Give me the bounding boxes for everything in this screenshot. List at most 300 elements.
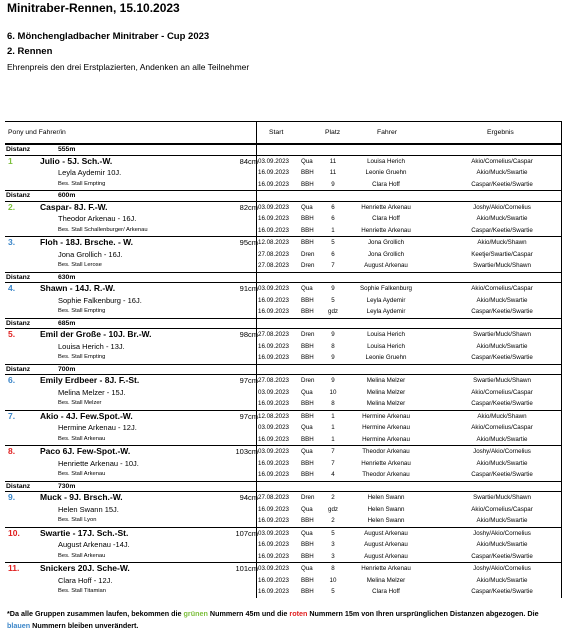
distance-row: [5, 318, 562, 330]
distance-value: 685m: [58, 319, 76, 327]
col-result: Ergebnis: [487, 129, 514, 136]
start-place: 9: [331, 285, 335, 292]
start-result: Caspar/Keetie/Swartie: [471, 400, 533, 407]
start-location: Qua: [301, 448, 313, 455]
race-table: [5, 121, 562, 598]
horse-name: Snickers 20J. Sche-W.: [40, 563, 130, 573]
distance-value: 700m: [58, 365, 76, 373]
start-driver: August Arkenau: [364, 262, 408, 269]
start-date: 03.09.2023: [258, 565, 289, 572]
owner-name: Bes. Stall Arkenau: [58, 435, 106, 442]
start-driver: Melina Melzer: [366, 576, 406, 584]
start-result: Akio/Muck/Swartie: [476, 459, 528, 467]
horse-entry: [5, 492, 562, 527]
start-place: 3: [331, 541, 335, 548]
start-location: Qua: [301, 388, 313, 396]
start-result: Akio/Muck/Shawn: [477, 239, 527, 246]
start-place: 7: [331, 262, 335, 269]
table-row: [5, 528, 562, 540]
start-place: 6: [331, 250, 335, 258]
horse-name: Muck - 9J. Brsch.-W.: [40, 492, 123, 502]
distance-row: [5, 364, 562, 376]
distance-label: Distanz: [6, 273, 31, 281]
start-date: 16.09.2023: [258, 505, 289, 513]
horse-entry: [5, 283, 562, 318]
start-driver: Henriette Arkenau: [361, 203, 411, 211]
table-row: [5, 575, 562, 587]
col-pony: Pony und Fahrer/in: [8, 129, 66, 136]
start-place: 11: [329, 157, 337, 165]
table-row: [5, 492, 562, 504]
race-title: 2. Rennen: [7, 46, 53, 57]
start-date: 16.09.2023: [258, 226, 289, 234]
footnote-text: *Da alle Gruppen zusammen laufen, bekommen die: [7, 609, 184, 618]
horse-entry: [5, 410, 562, 446]
start-place: 8: [331, 400, 335, 407]
start-result: Akio/Muck/Swartie: [476, 342, 528, 350]
table-body: [5, 144, 562, 598]
start-driver: Henriette Arkenau: [361, 565, 411, 572]
start-result: Swartie/Muck/Shawn: [473, 377, 531, 384]
start-location: BBH: [301, 354, 314, 361]
start-location: BBH: [301, 471, 314, 478]
horse-name: Akio - 4J. Few.Spot.-W.: [40, 410, 133, 421]
distance-label: Distanz: [6, 146, 31, 153]
owner-name: Bes. Stall Lerose: [58, 262, 102, 268]
entry-number: 9.: [8, 492, 16, 502]
table-row: [5, 586, 562, 598]
start-location: Dren: [301, 377, 315, 384]
start-result: Caspar/Keetie/Swartie: [471, 180, 533, 188]
start-place: 2: [331, 517, 335, 524]
footnote-text: Nummern 45m und die: [207, 609, 290, 618]
horse-height: 94cm: [239, 493, 258, 502]
start-date: 16.09.2023: [258, 541, 289, 548]
distance-row: [5, 144, 562, 156]
start-location: Qua: [301, 157, 313, 165]
start-result: Swartie/Muck/Shawn: [473, 494, 531, 501]
start-place: 1: [331, 435, 335, 443]
start-result: Caspar/Keetie/Swartie: [471, 588, 533, 595]
start-date: 03.09.2023: [258, 529, 289, 537]
start-date: 16.09.2023: [258, 552, 289, 560]
start-place: 5: [331, 588, 335, 595]
start-driver: Henriette Arkenau: [361, 459, 411, 467]
rider-name: Hermine Arkenau - 12J.: [58, 423, 137, 432]
entry-number: 11.: [8, 563, 20, 573]
start-date: 03.09.2023: [258, 448, 289, 455]
owner-name: Bes. Stall Lyon: [58, 517, 97, 523]
start-result: Akio/Muck/Swartie: [476, 517, 528, 524]
start-place: 5: [331, 529, 335, 537]
table-row: [5, 341, 562, 353]
start-date: 16.09.2023: [258, 215, 289, 222]
table-row: [5, 422, 562, 434]
horse-name: Floh - 18J. Brsche. - W.: [40, 237, 134, 247]
start-place: 9: [331, 354, 335, 361]
start-driver: Melina Melzer: [366, 400, 406, 407]
distance-value: 555m: [58, 146, 76, 153]
table-row: [5, 387, 562, 399]
start-location: BBH: [301, 342, 314, 350]
rider-name: Leyla Aydemir 10J.: [58, 168, 122, 177]
table-row: [5, 167, 562, 179]
start-result: Akio/Cornelius/Caspar: [471, 505, 533, 513]
table-header: [5, 121, 562, 144]
col-start: Start: [269, 129, 284, 136]
start-date: 16.09.2023: [258, 180, 289, 188]
horse-entry: [5, 236, 562, 272]
owner-name: Bes. Stall Schallenburger/ Arkenau: [58, 226, 148, 233]
start-driver: Sophie Falkenburg: [360, 285, 412, 292]
horse-entry: [5, 329, 562, 364]
table-row: [5, 352, 562, 364]
start-driver: Clara Hoff: [372, 180, 400, 188]
start-location: BBH: [301, 239, 314, 246]
start-result: Caspar/Keetie/Swartie: [471, 354, 533, 361]
distance-label: Distanz: [6, 192, 31, 199]
start-place: 9: [331, 331, 335, 338]
start-driver: Louisa Herich: [367, 157, 405, 165]
distance-label: Distanz: [6, 365, 31, 373]
footnote-red: roten: [289, 609, 308, 618]
start-location: Qua: [301, 565, 313, 572]
table-row: [5, 515, 562, 527]
table-row: [5, 375, 562, 387]
table-row: [5, 329, 562, 341]
start-driver: Helen Swann: [367, 494, 405, 501]
start-place: gdz: [328, 505, 338, 513]
table-row: [5, 469, 562, 481]
start-result: Joshy/Akio/Cornelius: [473, 203, 531, 211]
start-place: 1: [331, 226, 335, 234]
entry-number: 8.: [8, 446, 16, 456]
horse-entry: [5, 375, 562, 410]
table-row: [5, 411, 562, 423]
horse-height: 98cm: [239, 330, 258, 339]
start-driver: Jona Grollich: [367, 239, 405, 246]
start-driver: August Arkenau: [364, 552, 408, 560]
start-location: Dren: [301, 262, 315, 269]
start-date: 16.09.2023: [258, 169, 289, 176]
table-row: [5, 202, 562, 214]
start-date: 16.09.2023: [258, 296, 289, 304]
start-result: Akio/Muck/Swartie: [476, 541, 528, 548]
horse-height: 91cm: [239, 284, 258, 293]
start-location: BBH: [301, 552, 314, 560]
start-driver: Melina Melzer: [366, 388, 406, 396]
horse-name: Emily Erdbeer - 8J. F.-St.: [40, 375, 140, 385]
owner-name: Bes. Stall Empting: [58, 308, 106, 314]
start-date: 03.09.2023: [258, 285, 289, 292]
entry-number: 3.: [8, 237, 16, 247]
rider-name: Henriette Arkenau - 10J.: [58, 458, 139, 468]
table-row: [5, 249, 562, 261]
start-location: Qua: [301, 424, 313, 431]
start-location: BBH: [301, 517, 314, 524]
start-date: 12.08.2023: [258, 412, 289, 420]
start-location: Dren: [301, 494, 315, 501]
footnote: [7, 608, 563, 632]
start-location: Qua: [301, 505, 313, 513]
start-driver: Leonie Gruehn: [365, 354, 407, 361]
start-result: Swartie/Muck/Shawn: [473, 331, 531, 338]
start-place: 8: [331, 342, 335, 350]
footnote-green: grünen: [183, 609, 208, 618]
start-place: 1: [331, 412, 335, 420]
table-row: [5, 237, 562, 249]
table-row: [5, 260, 562, 272]
start-result: Akio/Cornelius/Caspar: [471, 285, 533, 292]
start-place: 3: [331, 552, 335, 560]
start-place: 9: [331, 377, 335, 384]
start-result: Joshy/Akio/Cornelius: [473, 448, 531, 455]
distance-value: 630m: [58, 273, 76, 281]
start-driver: Leyla Aydemir: [366, 296, 406, 304]
start-result: Caspar/Keetie/Swartie: [471, 471, 533, 478]
entry-number: 5.: [8, 329, 16, 339]
start-driver: Clara Hoff: [372, 215, 400, 222]
start-driver: Jona Grollich: [367, 250, 405, 258]
distance-row: [5, 481, 562, 493]
col-place: Platz: [325, 129, 341, 136]
rider-name: Louisa Herich - 13J.: [58, 341, 125, 351]
start-driver: August Arkenau: [364, 529, 408, 537]
start-date: 03.09.2023: [258, 388, 289, 396]
table-row: [5, 563, 562, 575]
start-location: BBH: [301, 400, 314, 407]
table-row: [5, 306, 562, 318]
start-driver: Clara Hoff: [372, 588, 400, 595]
start-place: 8: [331, 565, 335, 572]
start-result: Akio/Muck/Swartie: [476, 169, 528, 176]
horse-height: 82cm: [239, 202, 258, 212]
start-location: BBH: [301, 180, 314, 188]
start-date: 16.09.2023: [258, 400, 289, 407]
horse-name: Emil der Große - 10J. Br.-W.: [40, 329, 152, 339]
start-driver: Melina Melzer: [366, 377, 406, 384]
horse-height: 97cm: [239, 376, 258, 385]
horse-entry: [5, 527, 562, 563]
start-date: 16.09.2023: [258, 588, 289, 595]
rider-name: Clara Hoff - 12J.: [58, 575, 113, 585]
start-place: 1: [331, 424, 335, 431]
table-row: [5, 539, 562, 551]
start-location: BBH: [301, 459, 314, 467]
horse-height: 97cm: [239, 411, 258, 421]
start-location: BBH: [301, 588, 314, 595]
start-driver: Louisa Herich: [367, 331, 405, 338]
entry-number: 10.: [8, 527, 20, 538]
start-result: Akio/Muck/Swartie: [476, 435, 528, 443]
start-date: 27.08.2023: [258, 262, 289, 269]
entry-number: 6.: [8, 375, 16, 385]
start-driver: Hermine Arkenau: [362, 412, 410, 420]
start-date: 16.09.2023: [258, 517, 289, 524]
start-date: 27.08.2023: [258, 377, 289, 384]
start-location: Dren: [301, 331, 315, 338]
horse-name: Swartie - 17J. Sch.-St.: [40, 527, 129, 538]
horse-entry: [5, 445, 562, 481]
footnote-blue: blauen: [7, 621, 31, 630]
start-date: 27.08.2023: [258, 494, 289, 501]
start-date: 03.09.2023: [258, 424, 289, 431]
start-location: BBH: [301, 169, 314, 176]
owner-name: Bes. Stall Arkenau: [58, 552, 106, 559]
rider-name: Jona Grollich - 16J.: [58, 249, 123, 259]
table-row: [5, 156, 562, 168]
horse-name: Caspar- 8J. F.-W.: [40, 201, 108, 212]
table-row: [5, 551, 562, 563]
start-location: BBH: [301, 435, 314, 443]
distance-value: 600m: [58, 192, 76, 199]
start-result: Keetje/Swartie/Caspar: [471, 250, 533, 258]
event-title: 6. Mönchengladbacher Minitraber - Cup 2023: [7, 31, 210, 42]
horse-entry: [5, 562, 562, 598]
start-date: 16.09.2023: [258, 308, 289, 315]
start-location: Dren: [301, 250, 315, 258]
start-place: 11: [329, 169, 337, 176]
table-row: [5, 446, 562, 458]
entry-number: 1: [8, 155, 13, 166]
start-place: 9: [331, 180, 335, 188]
owner-name: Bes. Stall Empting: [58, 180, 106, 187]
start-driver: Leyla Aydemir: [366, 308, 406, 315]
start-driver: Hermine Arkenau: [362, 435, 410, 443]
table-row: [5, 434, 562, 446]
table-row: [5, 179, 562, 191]
start-location: BBH: [301, 215, 314, 222]
start-result: Caspar/Keetie/Swartie: [471, 552, 533, 560]
distance-value: 730m: [58, 482, 76, 490]
table-row: [5, 295, 562, 307]
start-place: gdz: [328, 308, 338, 315]
footnote-text: Nummern bleiben unverändert.: [30, 621, 139, 630]
entry-number: 4.: [8, 283, 16, 293]
horse-name: Paco 6J. Few-Spot.-W.: [40, 446, 131, 456]
start-location: Qua: [301, 529, 313, 537]
horse-height: 95cm: [239, 238, 258, 247]
horse-entry: [5, 156, 562, 191]
owner-name: Bes. Stall Melzer: [58, 400, 102, 406]
table-row: [5, 225, 562, 237]
start-driver: Helen Swann: [367, 517, 405, 524]
horse-entry: [5, 202, 562, 237]
rider-name: Theodor Arkenau - 16J.: [58, 214, 137, 223]
start-result: Akio/Muck/Shawn: [477, 412, 527, 420]
start-place: 5: [331, 296, 335, 304]
start-result: Akio/Muck/Swartie: [476, 296, 528, 304]
start-date: 03.09.2023: [258, 203, 289, 211]
start-driver: Helen Swann: [367, 505, 405, 513]
owner-name: Bes. Stall Empting: [58, 354, 106, 360]
table-row: [5, 398, 562, 410]
entry-number: 2.: [8, 201, 16, 212]
table-row: [5, 504, 562, 516]
owner-name: Bes. Stall Arkenau: [58, 471, 106, 477]
start-location: BBH: [301, 296, 314, 304]
horse-name: Julio - 5J. Sch.-W.: [40, 155, 113, 166]
start-location: BBH: [301, 412, 314, 420]
start-date: 03.09.2023: [258, 157, 289, 165]
distance-label: Distanz: [6, 319, 31, 327]
start-driver: August Arkenau: [364, 541, 408, 548]
start-result: Akio/Muck/Swartie: [476, 576, 528, 584]
rider-name: August Arkenau -14J.: [58, 540, 130, 549]
rider-name: Sophie Falkenburg - 16J.: [58, 295, 142, 305]
start-result: Swartie/Muck/Shawn: [473, 262, 531, 269]
start-driver: Henriette Arkenau: [361, 226, 411, 234]
start-place: 10: [329, 576, 337, 584]
start-result: Joshy/Akio/Cornelius: [473, 529, 531, 537]
table-row: [5, 283, 562, 295]
distance-label: Distanz: [6, 482, 31, 490]
start-driver: Theodor Arkenau: [362, 448, 410, 455]
start-place: 6: [331, 215, 335, 222]
start-place: 7: [331, 459, 335, 467]
race-note: Ehrenpreis den drei Erstplazierten, Andenken an alle Teilnehmer: [7, 62, 250, 72]
table-row: [5, 213, 562, 225]
start-place: 10: [329, 388, 337, 396]
start-date: 16.09.2023: [258, 471, 289, 478]
page-title: Minitraber-Rennen, 15.10.2023: [7, 1, 180, 15]
start-driver: Theodor Arkenau: [362, 471, 410, 478]
start-location: BBH: [301, 576, 314, 584]
owner-name: Bes. Stall Titamian: [58, 588, 107, 594]
start-result: Caspar/Keetie/Swartie: [471, 226, 533, 234]
start-date: 16.09.2023: [258, 576, 289, 584]
start-date: 27.08.2023: [258, 250, 289, 258]
distance-row: [5, 272, 562, 284]
horse-name: Shawn - 14J. R.-W.: [40, 283, 116, 293]
start-location: BBH: [301, 308, 314, 315]
start-result: Akio/Cornelius/Caspar: [471, 157, 533, 165]
start-location: Qua: [301, 285, 313, 292]
start-date: 12.08.2023: [258, 239, 289, 246]
start-result: Joshy/Akio/Cornelius: [473, 565, 531, 572]
start-place: 4: [331, 471, 335, 478]
footnote-text: Nummern 15m von Ihren ursprünglichen Distanzen abgezogen. Die: [307, 609, 539, 618]
rider-name: Helen Swann 15J.: [58, 504, 119, 514]
start-result: Akio/Cornelius/Caspar: [471, 424, 533, 431]
start-location: Qua: [301, 203, 313, 211]
start-place: 7: [331, 448, 335, 455]
start-result: Akio/Cornelius/Caspar: [471, 388, 533, 396]
start-date: 16.09.2023: [258, 342, 289, 350]
start-place: 6: [331, 203, 335, 211]
column-divider: [256, 121, 257, 598]
start-place: 2: [331, 494, 335, 501]
start-place: 5: [331, 239, 335, 246]
start-location: BBH: [301, 541, 314, 548]
start-result: Caspar/Keetie/Swartie: [471, 308, 533, 315]
col-driver: Fahrer: [377, 129, 398, 136]
start-driver: Louisa Herich: [367, 342, 405, 350]
horse-height: 84cm: [239, 156, 258, 166]
entry-number: 7.: [8, 410, 16, 421]
start-driver: Hermine Arkenau: [362, 424, 410, 431]
horse-height: 103cm: [235, 447, 258, 456]
horse-height: 101cm: [235, 564, 258, 573]
start-location: BBH: [301, 226, 314, 234]
table-row: [5, 458, 562, 470]
start-date: 16.09.2023: [258, 354, 289, 361]
column-divider: [561, 121, 562, 598]
start-result: Akio/Muck/Swartie: [476, 215, 528, 222]
horse-height: 107cm: [235, 528, 258, 538]
start-date: 16.09.2023: [258, 459, 289, 467]
start-date: 16.09.2023: [258, 435, 289, 443]
